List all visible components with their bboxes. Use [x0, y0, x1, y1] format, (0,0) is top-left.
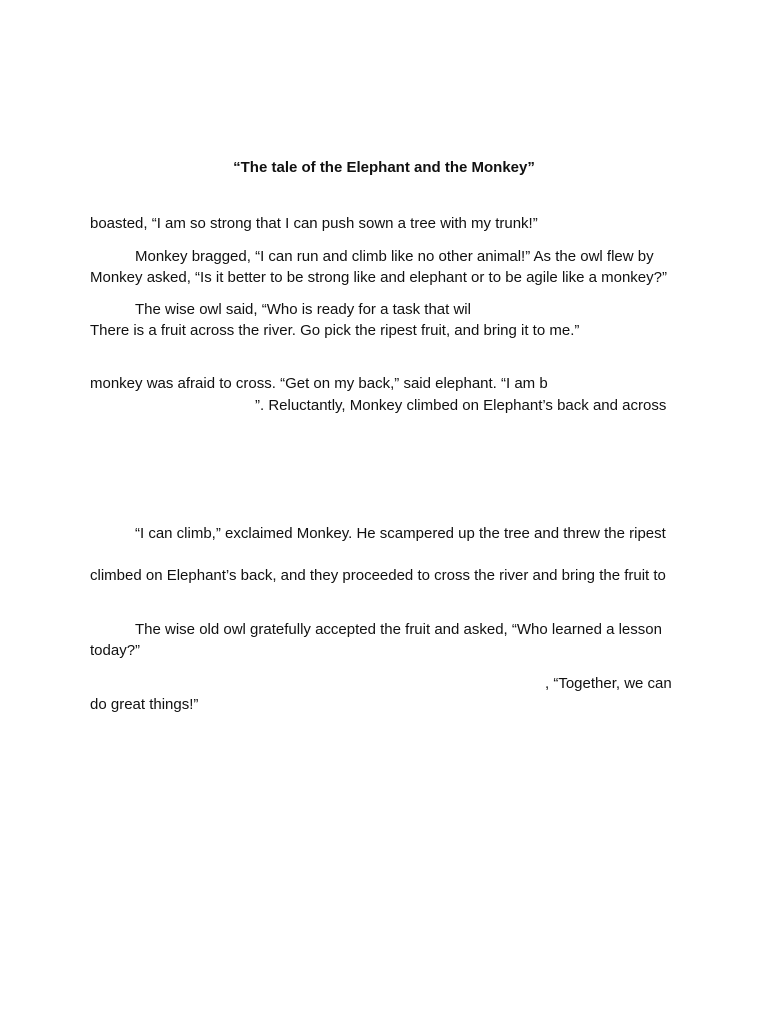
story-line-1: boasted, “I am so strong that I can push sown a tree with my trunk!”	[90, 215, 538, 232]
story-line-11: today?”	[90, 642, 141, 659]
story-line-3: Monkey asked, “Is it better to be strong like and elephant or to be agile like a monkey?”	[90, 269, 667, 286]
story-line-9: climbed on Elephant’s back, and they proceeded to cross the river and bring the fruit to	[90, 567, 666, 584]
story-line-12: , “Together, we can	[545, 675, 672, 692]
story-line-2: Monkey bragged, “I can run and climb like no other animal!” As the owl flew by	[135, 248, 654, 265]
story-line-4: The wise owl said, “Who is ready for a task that wil	[135, 301, 471, 318]
story-line-13: do great things!”	[90, 696, 199, 713]
document-title: “The tale of the Elephant and the Monkey”	[233, 159, 535, 176]
story-line-7: ”. Reluctantly, Monkey climbed on Elephant’s back and across	[255, 397, 667, 414]
story-line-5: There is a fruit across the river. Go pick the ripest fruit, and bring it to me.”	[90, 322, 580, 339]
story-line-6: monkey was afraid to cross. “Get on my back,” said elephant. “I am b	[90, 375, 548, 392]
story-line-8: “I can climb,” exclaimed Monkey. He scampered up the tree and threw the ripest	[135, 525, 666, 542]
story-line-10: The wise old owl gratefully accepted the fruit and asked, “Who learned a lesson	[135, 621, 662, 638]
